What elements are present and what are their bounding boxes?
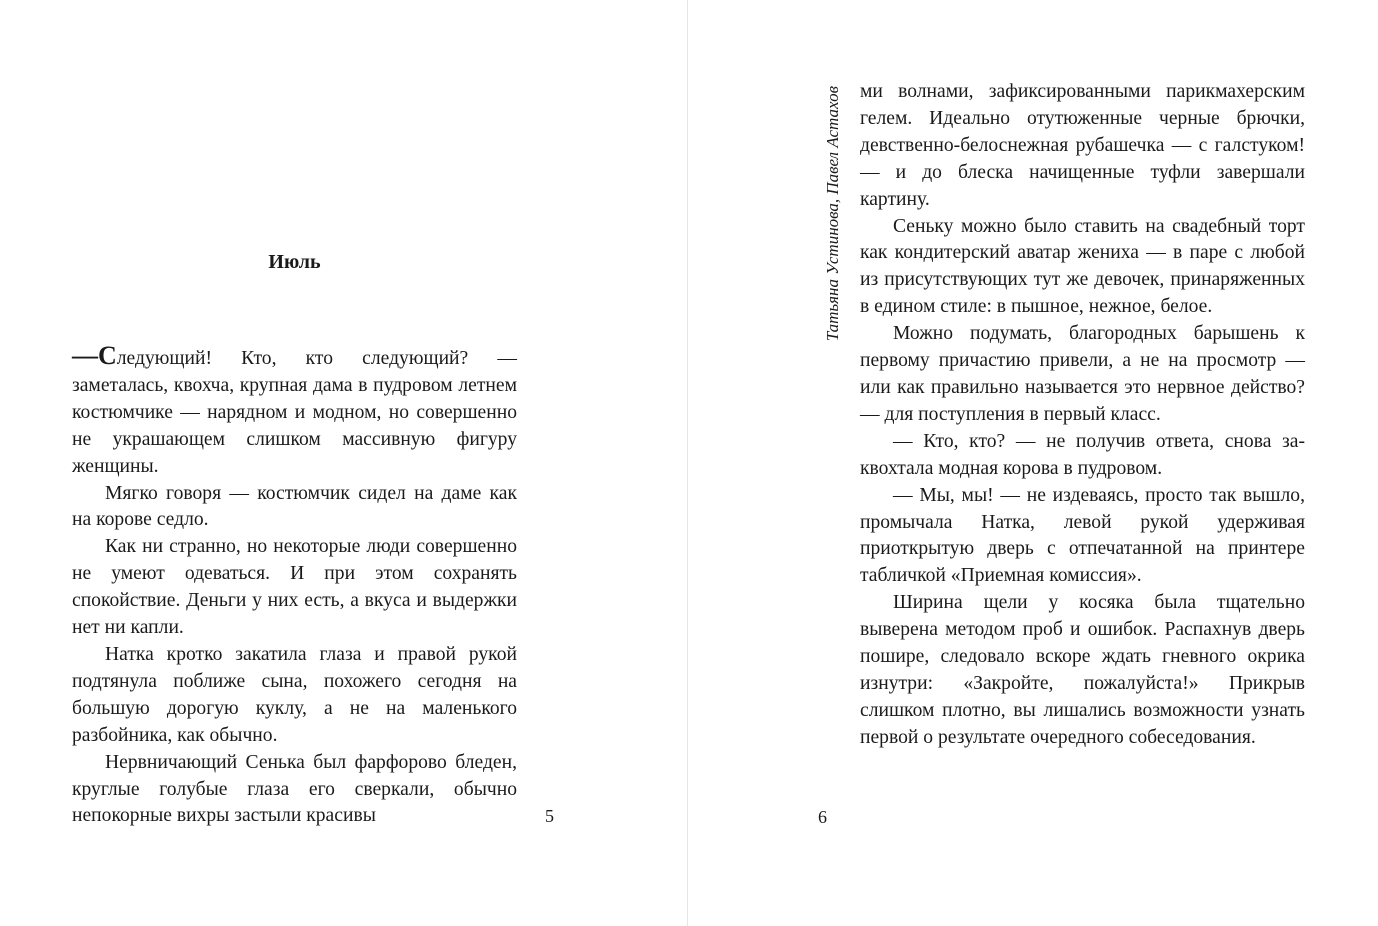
paragraph: — Мы, мы! — не издеваясь, просто так вышло, промычала Натка, левой рукой удерживая приоткрытую дверь с отпечатанной на принтере табличкой «Приемная комиссия». (860, 484, 1305, 587)
dropcap-dash: — (72, 341, 98, 370)
page-number-right: 6 (818, 807, 827, 827)
paragraph: Сеньку можно было ставить на свадебный торт как кондитерский аватар жениха — в паре с любой из присутствующих тут же девочек, принаряженных в едином стиле: в пышное, нежное, белое. (860, 215, 1305, 318)
dropcap-letter: С (98, 341, 117, 370)
right-page (689, 0, 1378, 926)
paragraph: Мягко говоря — костюмчик сидел на даме как на корове седло. (72, 482, 517, 531)
left-page-text (72, 343, 517, 830)
continued-paragraph: ми волнами, зафиксированными парикмахерским гелем. Идеально отутюженные черные брючки, девственно-белоснежная рубашечка — с галстуком! — и до блеска начищенные туфли завершали картину. (860, 81, 1305, 210)
paragraph: Как ни странно, но некоторые люди совершенно не умеют одеваться. И при этом сохранять спокойствие. Деньги у них есть, а вкуса и выдержки нет ни капли. (72, 536, 517, 639)
right-page-text (860, 79, 1305, 752)
opening-paragraph (72, 343, 517, 481)
paragraph: Нервничающий Сенька был фарфорово бледен, круглые голубые глаза его сверкали, обычно непокорные вихры застыли красивы (72, 751, 517, 827)
left-page (0, 0, 688, 926)
paragraph: Натка кротко закатила глаза и правой рукой подтянула поближе сына, похожего сегодня на большую дорогую куклу, а не на маленького разбойника, как обычно. (72, 643, 517, 746)
running-head-authors: Татьяна Устинова, Павел Астахов (823, 86, 842, 342)
paragraph: — Кто, кто? — не получив ответа, снова заквохтала модная корова в пудровом. (860, 430, 1305, 479)
opening-paragraph-text: ледующий! Кто, кто следующий? — заметалась, квохча, крупная дама в пудровом летнем костюмчике — нарядном и модном, но совершенно не украшающем слишком массивную фигуру женщины. (72, 348, 517, 477)
running-head (823, 86, 843, 376)
paragraph: Ширина щели у косяка была тщательно выверена методом проб и ошибок. Распахнув дверь пошире, следовало вскоре ждать гневного окрика изнутри: «Закройте, пожалуйста!» Прикрыв слишком плотно, вы лишались возможности узнать первой о результате очередного собеседования. (860, 592, 1305, 748)
spine-divider (687, 0, 688, 926)
chapter-title: Июль (268, 251, 321, 273)
page-number-left: 5 (545, 806, 554, 826)
paragraph: Можно подумать, благородных барышень к первому причастию привели, а не на просмотр — или как правильно называется это нервное действо? — для поступления в первый класс. (860, 323, 1305, 425)
